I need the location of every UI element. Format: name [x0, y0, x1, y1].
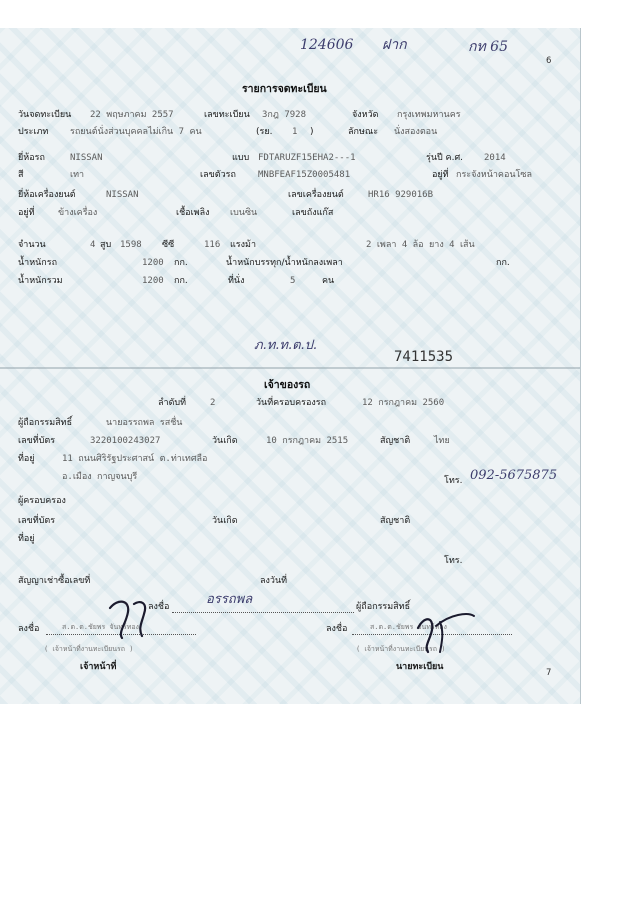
- registrar-stamp-name: ส.ต.ต.ชัยพร จันทร์ทอง: [370, 623, 447, 631]
- handwritten-note: ฝาก: [382, 37, 407, 53]
- possessor-phone-label: โทร.: [444, 556, 463, 566]
- load-unit: กก.: [496, 258, 510, 268]
- order-label: ลำดับที่: [158, 398, 187, 408]
- owner-address-line1: 11 ถนนศิริรัฐประศาสน์ ต.ท่าเทศลือ: [62, 454, 208, 464]
- fuel-value: เบนซิน: [230, 208, 258, 218]
- quantity-value: 4: [90, 240, 96, 250]
- model-value: FDTARUZF15EHA2---1: [258, 153, 356, 163]
- engine-brand-label: ยี่ห้อเครื่องยนต์: [18, 190, 76, 200]
- possessor-address-label: ที่อยู่: [18, 534, 35, 544]
- owner-phone-value: 092-5675875: [470, 468, 558, 483]
- handwritten-file-number: 124606: [300, 37, 354, 53]
- order-value: 2: [210, 398, 216, 408]
- plate-value: 3กฎ 7928: [262, 110, 307, 120]
- owner-id-value: 3220100243027: [90, 436, 161, 446]
- engine-number-value: HR16 929016B: [368, 190, 434, 200]
- brand-label: ยี่ห้อรถ: [18, 153, 45, 163]
- engine-brand-value: NISSAN: [106, 190, 139, 200]
- owner-address-label: ที่อยู่: [18, 454, 35, 464]
- possession-date-label: วันที่ครอบครองรถ: [256, 398, 327, 408]
- cylinder-label: สูบ: [100, 240, 112, 250]
- color-value: เทา: [70, 170, 85, 180]
- axle-value: 2 เพลา 4 ล้อ ยาง 4 เส้น: [366, 240, 475, 250]
- province-value: กรุงเทพมหานคร: [397, 110, 461, 120]
- chassis-value: MNBFEAF15Z0005481: [258, 170, 351, 180]
- gross-weight-label: น้ำหนักรวม: [18, 276, 63, 286]
- owner-sign-label: ลงชื่อ: [148, 602, 170, 612]
- page-fold: [0, 367, 580, 369]
- owner-nationality-value: ไทย: [434, 436, 450, 446]
- rs-label: (รย.: [256, 127, 273, 137]
- registrar-role: นายทะเบียน: [396, 662, 444, 672]
- type-label: ประเภท: [18, 127, 49, 137]
- chassis-label: เลขตัวรถ: [200, 170, 236, 180]
- document-serial-number: 7411535: [394, 349, 454, 365]
- type-value: รถยนต์นั่งส่วนบุคคลไม่เกิน 7 คน: [70, 127, 202, 137]
- style-value: นั่งสองตอน: [394, 127, 438, 137]
- load-label: น้ำหนักบรรทุก/น้ำหนักลงเพลา: [226, 258, 343, 268]
- owner-name-label: ผู้ถือกรรมสิทธิ์: [18, 418, 73, 428]
- province-label: จังหวัด: [352, 110, 379, 120]
- gas-tank-label: เลขถังแก๊ส: [292, 208, 334, 218]
- handwritten-code: กท 65: [468, 39, 508, 55]
- handwritten-annotation: ภ.ท.ท.ต.ป.: [254, 338, 318, 353]
- owner-phone-label: โทร.: [444, 476, 463, 486]
- officer-signature-mark: [104, 594, 164, 640]
- owner-sign-line: [172, 612, 354, 613]
- gross-weight-value: 1200: [142, 276, 164, 286]
- style-label: ลักษณะ: [348, 127, 379, 137]
- owner-address-line2: อ.เมือง กาญจนบุรี: [62, 472, 138, 482]
- seats-value: 5: [290, 276, 296, 286]
- owner-signature: อรรถพล: [206, 592, 253, 607]
- quantity-label: จำนวน: [18, 240, 46, 250]
- possessor-dob-label: วันเกิด: [212, 516, 238, 526]
- page-number-bottom: 7: [546, 668, 552, 678]
- engine-location-value: ข้างเครื่อง: [58, 208, 98, 218]
- weight-unit: กก.: [174, 258, 188, 268]
- possession-date-value: 12 กรกฎาคม 2560: [362, 398, 445, 408]
- engine-number-label: เลขเครื่องยนต์: [288, 190, 344, 200]
- registrar-sign-label: ลงชื่อ: [326, 624, 348, 634]
- fuel-label: เชื้อเพลิง: [176, 208, 210, 218]
- cc-value: 116: [204, 240, 221, 250]
- horsepower-label: แรงม้า: [230, 240, 257, 250]
- page-number-top: 6: [546, 56, 552, 66]
- cc-label: ซีซี: [162, 240, 175, 250]
- registrar-signature-mark: [410, 606, 480, 654]
- owner-dob-value: 10 กรกฎาคม 2515: [266, 436, 349, 446]
- possessor-id-label: เลขที่บัตร: [18, 516, 56, 526]
- plate-label: เลขทะเบียน: [204, 110, 250, 120]
- color-label: สี: [18, 170, 24, 180]
- year-label: รุ่นปี ค.ศ.: [426, 153, 464, 163]
- chassis-location-value: กระจังหน้าคอนโซล: [456, 170, 532, 180]
- year-value: 2014: [484, 153, 506, 163]
- rs-value: 1: [292, 127, 298, 137]
- rs-close: ): [310, 127, 314, 137]
- officer-role: เจ้าหน้าที่: [80, 662, 117, 672]
- registrar-title-paren: ( เจ้าหน้าที่งานทะเบียนรถ ): [356, 645, 446, 653]
- weight-value: 1200: [142, 258, 164, 268]
- owner-title: เจ้าของรถ: [264, 379, 311, 391]
- model-label: แบบ: [232, 153, 250, 163]
- owner-name-value: นายอรรถพล รสชื่น: [106, 418, 183, 428]
- contract-date-label: ลงวันที่: [260, 576, 288, 586]
- officer-title-paren: ( เจ้าหน้าที่งานทะเบียนรถ ): [44, 645, 134, 653]
- seats-unit: คน: [322, 276, 335, 286]
- owner-dob-label: วันเกิด: [212, 436, 238, 446]
- seats-label: ที่นั่ง: [228, 276, 245, 286]
- gross-weight-unit: กก.: [174, 276, 188, 286]
- reg-date-label: วันจดทะเบียน: [18, 110, 72, 120]
- officer-stamp-name: ส.ต.ต.ชัยพร จันทร์ทอง: [62, 623, 139, 631]
- hire-purchase-contract-label: สัญญาเช่าซื้อเลขที่: [18, 576, 91, 586]
- officer-sign-label: ลงชื่อ: [18, 624, 40, 634]
- brand-value: NISSAN: [70, 153, 103, 163]
- possessor-nationality-label: สัญชาติ: [380, 516, 411, 526]
- weight-label: น้ำหนักรถ: [18, 258, 58, 268]
- engine-location-label: อยู่ที่: [18, 208, 35, 218]
- reg-date-value: 22 พฤษภาคม 2557: [90, 110, 174, 120]
- possessor-label: ผู้ครอบครอง: [18, 496, 66, 506]
- chassis-location-label: อยู่ที่: [432, 170, 449, 180]
- registration-title: รายการจดทะเบียน: [242, 83, 327, 95]
- owner-holder-label: ผู้ถือกรรมสิทธิ์: [356, 602, 411, 612]
- owner-nationality-label: สัญชาติ: [380, 436, 411, 446]
- owner-id-label: เลขที่บัตร: [18, 436, 56, 446]
- cylinder-value: 1598: [120, 240, 142, 250]
